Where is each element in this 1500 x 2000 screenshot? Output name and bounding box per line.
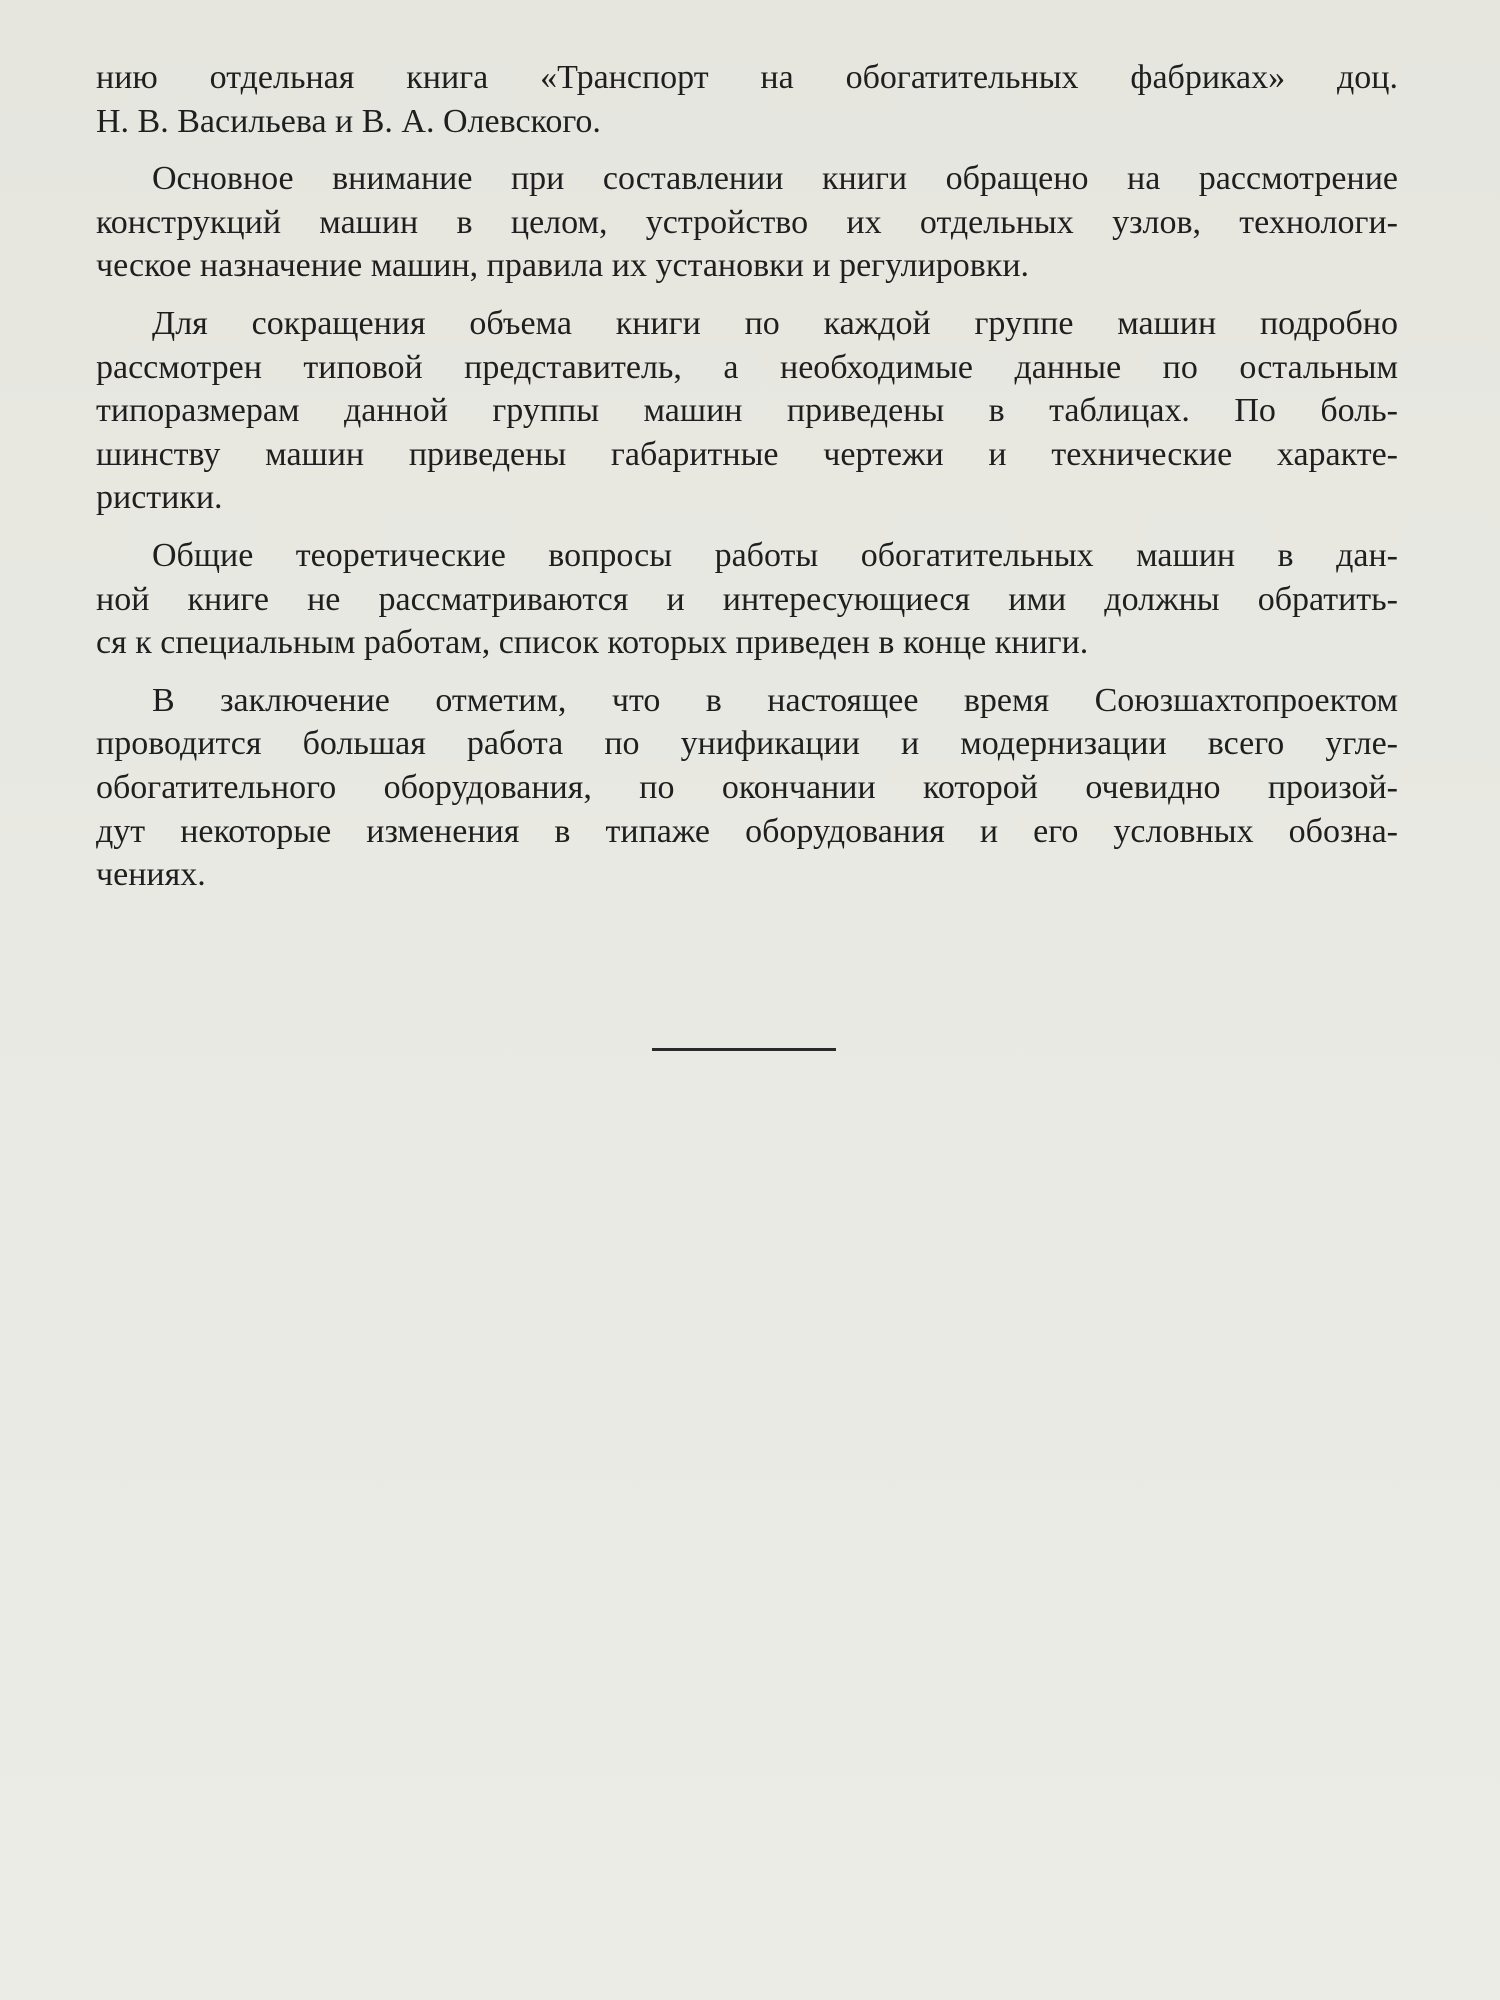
text-line: ной книге не рассматриваются и интересующиеся ими должны обратить- — [96, 580, 1398, 618]
paragraph-volume-reduction — [96, 302, 1398, 520]
text-line: типоразмерам данной группы машин приведены в таблицах. По боль- — [96, 392, 1398, 430]
text-line: Для сокращения объема книги по каждой группе машин подробно — [152, 304, 1398, 342]
paragraph-continuation — [96, 56, 1398, 143]
text-line: рассмотрен типовой представитель, а необходимые данные по остальным — [96, 348, 1398, 386]
text-line: Общие теоретические вопросы работы обогатительных машин в дан- — [152, 536, 1398, 574]
paragraph-theory-note — [96, 534, 1398, 665]
text-line: обогатительного оборудования, по окончании которой очевидно произой- — [96, 768, 1398, 806]
paragraph-conclusion — [96, 679, 1398, 897]
text-line: ся к специальным работам, список которых приведен в конце книги. — [96, 624, 1089, 662]
text-line: В заключение отметим, что в настоящее время Союзшахтопроектом — [152, 681, 1398, 719]
paragraph-main-focus — [96, 157, 1398, 288]
text-line: шинству машин приведены габаритные чертежи и технические характе- — [96, 435, 1398, 473]
text-line: ческое назначение машин, правила их установки и регулировки. — [96, 247, 1030, 285]
body-text — [96, 56, 1398, 911]
text-line: Н. В. Васильева и В. А. Олевского. — [96, 102, 601, 140]
text-line: чениях. — [96, 856, 206, 894]
text-line: дут некоторые изменения в типаже оборудования и его условных обозна- — [96, 812, 1398, 850]
section-end-rule — [652, 1048, 836, 1051]
text-line: ристики. — [96, 479, 223, 517]
text-line: нию отдельная книга «Транспорт на обогатительных фабриках» доц. — [96, 59, 1398, 96]
text-line: конструкций машин в целом, устройство их отдельных узлов, технологи- — [96, 203, 1398, 241]
text-line: Основное внимание при составлении книги обращено на рассмотрение — [152, 160, 1398, 198]
text-line: проводится большая работа по унификации и модернизации всего угле- — [96, 725, 1398, 763]
